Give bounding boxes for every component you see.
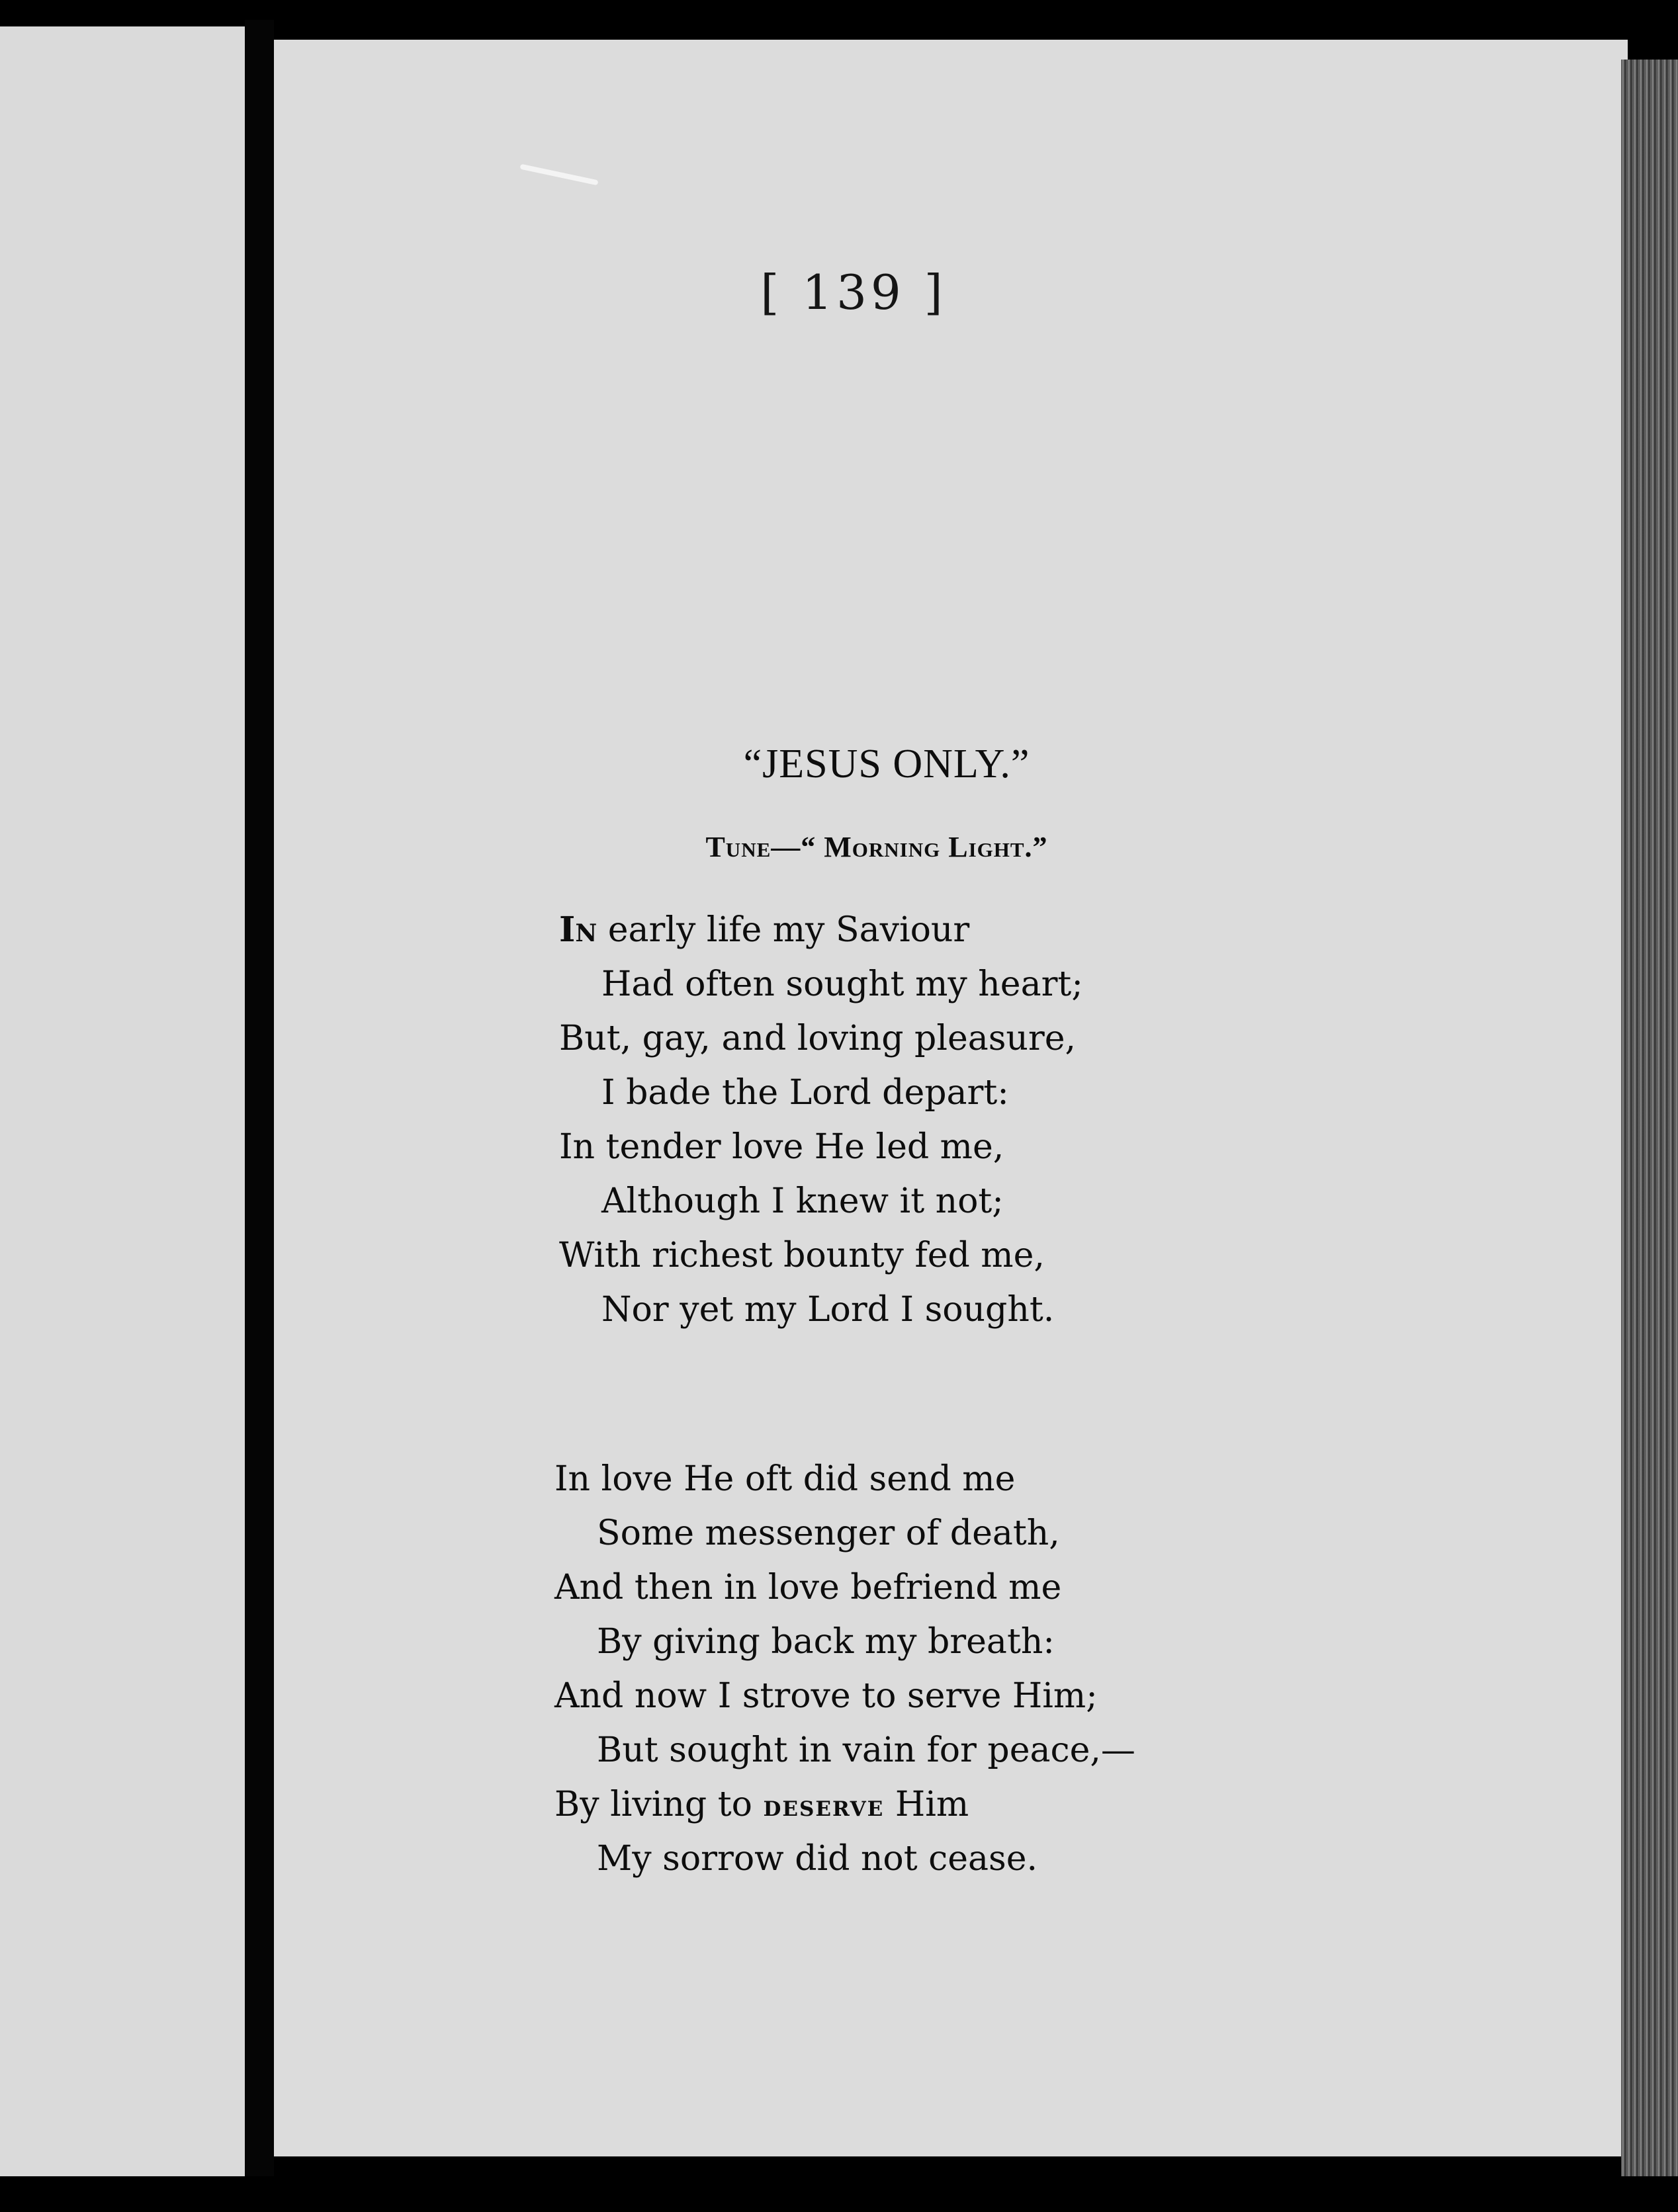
initial-word: In	[559, 910, 597, 950]
verse-line: With richest bounty fed me,	[559, 1236, 1045, 1275]
verse-line: I bade the Lord depart:	[601, 1073, 1009, 1113]
scan-bottom-border	[0, 2176, 1678, 2212]
emphasized-word: deserve	[763, 1789, 885, 1823]
verse-line: In tender love He led me,	[559, 1127, 1004, 1167]
verse-line: Nor yet my Lord I sought.	[601, 1290, 1055, 1330]
verse-line: But sought in vain for peace,—	[597, 1730, 1135, 1770]
verse-line: Some messenger of death,	[597, 1513, 1060, 1553]
line-text: early life my Saviour	[597, 910, 970, 950]
verse-line: Had often sought my heart;	[601, 964, 1083, 1004]
stanza-1	[559, 903, 1083, 1337]
verse-line	[559, 903, 1083, 957]
line-text: By living to	[554, 1785, 764, 1824]
verse-line: In love He oft did send me	[554, 1459, 1016, 1499]
verse-line: But, gay, and loving pleasure,	[559, 1019, 1077, 1058]
verse-line: Although I knew it not;	[601, 1181, 1004, 1221]
line-text: Him	[884, 1785, 969, 1824]
verse-line: And then in love befriend me	[554, 1568, 1062, 1607]
verse-line: My sorrow did not cease.	[597, 1839, 1038, 1879]
stanza-2	[554, 1452, 1135, 1886]
left-page	[0, 26, 255, 2176]
page-number: [ 139 ]	[760, 265, 947, 320]
tune-line: Tune—“ Morning Light.”	[705, 831, 1048, 863]
book-gutter	[245, 20, 274, 2190]
verse-line: By giving back my breath:	[597, 1622, 1055, 1662]
page-edges	[1621, 60, 1678, 2176]
hymn-title: “JESUS ONLY.”	[743, 742, 1030, 787]
verse-line	[554, 1777, 1135, 1832]
verse-line: And now I strove to serve Him;	[554, 1676, 1098, 1716]
